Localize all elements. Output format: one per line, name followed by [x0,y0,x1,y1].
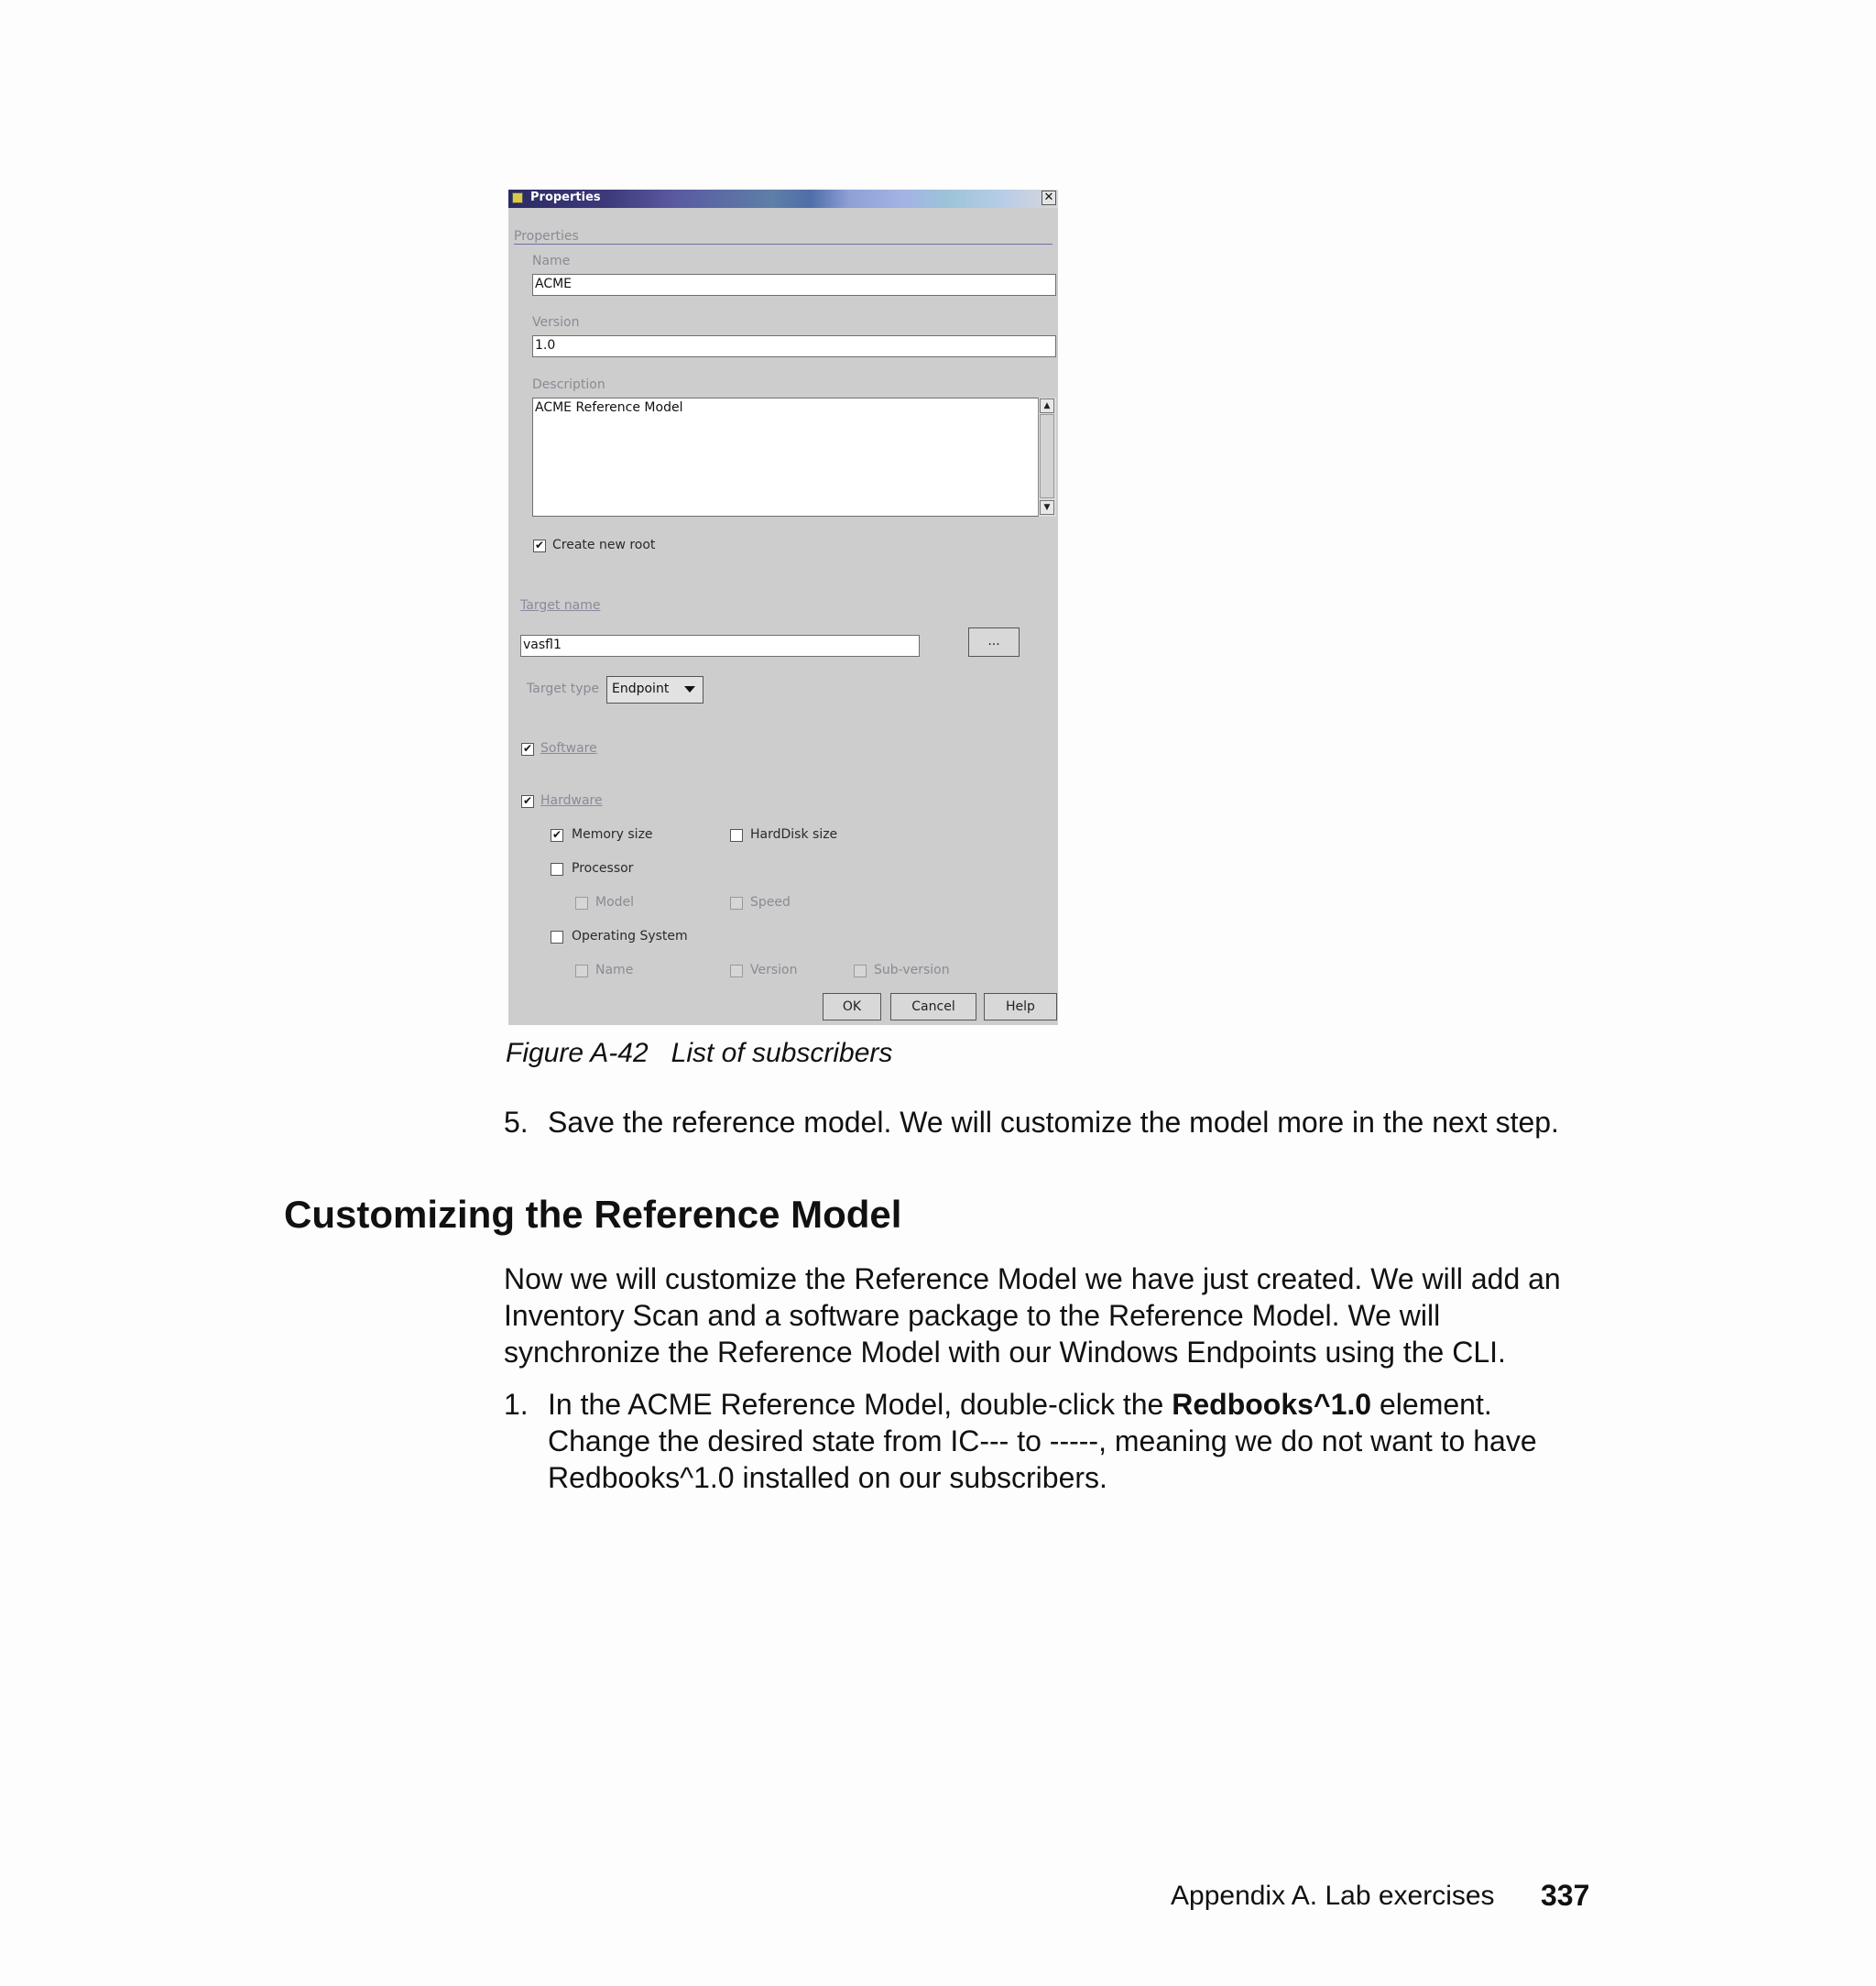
target-type-value: Endpoint [612,682,670,696]
intro-line-1: Now we will customize the Reference Model we have just created. We will add an [504,1262,1561,1295]
chevron-down-icon [684,686,695,693]
processor-checkbox[interactable] [551,863,563,876]
section-divider [514,244,1053,245]
software-link[interactable]: Software [540,741,597,756]
speed-checkbox [730,897,743,910]
version-label: Version [532,315,580,330]
section-label: Properties [514,229,579,244]
speed-label: Speed [750,895,791,910]
name-label: Name [532,254,571,268]
os-version-checkbox [730,965,743,977]
hardware-checkbox[interactable]: ✔ [522,794,533,807]
step1-line1-after: element. [1371,1388,1492,1421]
os-subversion-label: Sub-version [874,963,950,977]
model-label: Model [595,895,635,910]
dialog-title: Properties [530,191,601,204]
footer-text: Appendix A. Lab exercises [1171,1881,1495,1911]
help-button[interactable]: Help [984,993,1057,1020]
cancel-button[interactable]: Cancel [890,993,976,1020]
model-checkbox [575,897,588,910]
memory-size-label: Memory size [572,827,653,842]
scroll-down-icon[interactable]: ▼ [1040,500,1054,515]
app-icon [512,192,523,203]
target-name-link[interactable]: Target name [520,598,601,613]
operating-system-checkbox[interactable] [551,931,563,944]
os-name-checkbox [575,965,588,977]
scroll-thumb[interactable] [1040,414,1054,498]
description-textarea[interactable]: ACME Reference Model [532,398,1040,517]
target-type-dropdown[interactable] [606,676,704,704]
target-name-field[interactable]: vasfl1 [520,635,920,657]
processor-label: Processor [572,861,634,876]
properties-dialog [508,190,1058,1025]
dialog-titlebar[interactable] [508,190,1058,208]
name-field[interactable]: ACME [532,274,1056,296]
harddisk-size-label: HardDisk size [750,827,838,842]
os-subversion-checkbox [854,965,867,977]
ok-button[interactable]: OK [823,993,881,1020]
step1-line-1 [548,1388,1492,1422]
intro-line-2: Inventory Scan and a software package to the Reference Model. We will [504,1299,1441,1332]
figure-caption: Figure A-42 List of subscribers [506,1038,893,1068]
step1-line-2: Change the desired state from IC--- to -----, meaning we do not want to have [548,1424,1537,1457]
browse-button[interactable]: ... [968,627,1020,657]
hardware-link[interactable]: Hardware [540,793,603,808]
page-number: 337 [1541,1879,1590,1912]
description-label: Description [532,377,605,392]
os-version-label: Version [750,963,798,977]
version-field[interactable]: 1.0 [532,335,1056,357]
step1-line-3: Redbooks^1.0 installed on our subscribers. [548,1461,1107,1494]
scroll-up-icon[interactable]: ▲ [1040,398,1054,413]
create-new-root-checkbox[interactable]: ✔ [534,539,545,551]
intro-line-3: synchronize the Reference Model with our Windows Endpoints using the CLI. [504,1336,1506,1369]
create-new-root-label: Create new root [552,538,656,552]
step5-number: 5. [504,1106,529,1139]
software-checkbox[interactable]: ✔ [522,742,533,755]
step1-line1-bold: Redbooks^1.0 [1172,1388,1372,1421]
operating-system-label: Operating System [572,929,688,944]
section-heading: Customizing the Reference Model [284,1193,902,1236]
memory-size-checkbox[interactable]: ✔ [551,828,562,841]
step1-line1-before: In the ACME Reference Model, double-click the [548,1388,1172,1421]
target-type-label: Target type [527,682,600,696]
harddisk-size-checkbox[interactable] [730,829,743,842]
os-name-label: Name [595,963,634,977]
step1-number: 1. [504,1388,529,1421]
description-scrollbar[interactable] [1038,398,1056,517]
step5-text: Save the reference model. We will customize the model more in the next step. [548,1106,1559,1139]
close-icon[interactable]: ✕ [1042,191,1056,205]
